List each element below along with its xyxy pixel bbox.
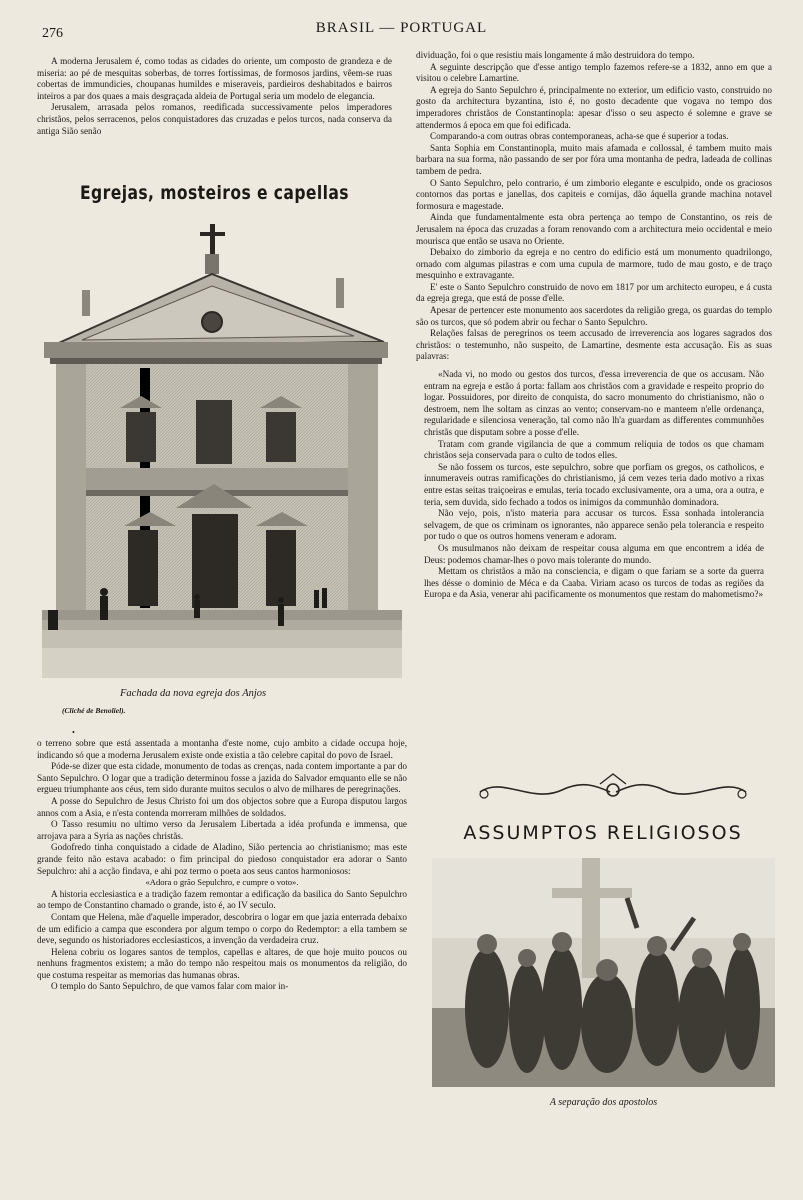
decorative-flourish <box>472 772 754 810</box>
paragraph: Debaixo do zimborio da egreja e no centro do edificio está um monumento quadrilongo, ornado com algumas pilastras e com uma cupula de marmore, tudo de mau gosto, e de traço mesquinho e extravagante. <box>416 247 772 281</box>
right-column <box>416 50 772 601</box>
paragraph: O Santo Sepulchro, pelo contrario, é um zimborio elegante e esculpido, onde os graciosos contornos das portas e janellas, dos capiteis e cornijas, dão áquella grande machina notavel formosura e magestade. <box>416 177 772 211</box>
lamartine-quote: «Nada vi, no modo ou gestos dos turcos, d'essa irreverencia de que os accusam. Não entram na egreja e estão á porta: fallam aos christãos com a gravidade e respeito proprio do logar. Possuidores, por direito de conquista, do sacro monumento do christianismo, não o destroem, nem lhe soltam as cinzas ao vento; conservam-no e manteem n'elle ordenança, regularidade e silenciosa veneração, tal como não lh'a guardam as differentes communhões christãs que disputam sobre a posse d'elle. <box>424 369 764 437</box>
left-column-top <box>37 56 392 137</box>
lamartine-quote: Tratam com grande vigilancia de que a commum reliquia de todos os que chamam christãos seja conservada para o culto de todos elles. <box>424 438 764 461</box>
section-title-assumptos: ASSUMPTOS RELIGIOSOS <box>463 822 743 844</box>
verse-quote: «Adora o grão Sepulchro, e cumpre o voto». <box>145 877 299 888</box>
figure-caption-apostles: A separação dos apostolos <box>549 1097 658 1108</box>
paragraph: O templo do Santo Sepulchro, de que vamos falar com maior in- <box>51 981 289 992</box>
paragraph: A posse do Sepulchro de Jesus Christo foi um dos objectos sobre que a Europa disputou largos annos com a Asia, e n'esta contenda morreram milhões de soldados. <box>37 795 407 818</box>
paragraph: Jerusalem, arrasada pelos romanos, reedificada successivamente pelos imperadores christãos, pelos serracenos, pelos conquistadores das cruzadas e pelos turcos, nada conserva da antiga Sião senão <box>37 102 392 136</box>
paragraph: Godofredo tinha conquistado a cidade de Aladino, Sião pertencia ao christianismo; mas este grande feito não estava acabado: o fim principal do piedoso conquistador era adorar o Santo Sepulchro: ahi a acção findava, e ahi poz termo o poeta aos seus cantos harmoniosos: <box>37 842 407 876</box>
photo-credit: (Cliché de Benoliel). <box>62 706 126 715</box>
paragraph: Relações falsas de peregrinos os teem accusado de irreverencia aos logares sagrados dos christãos: o testemunho, não suspeito, de Lamartine, desmente esta accusação. Eis as suas palavras: <box>416 328 772 362</box>
left-column-bottom <box>37 738 407 993</box>
apostles-painting <box>432 858 775 1087</box>
lamartine-quote: Não vejo, pois, n'isto materia para accusar os turcos. Essa sonhada intolerancia selvagem, de que os criminam os ignorantes, não apparece senão pela tolerancia e respeito por tudo o que os outros homens veneram e adoram. <box>424 508 764 542</box>
paragraph: Ainda que fundamentalmente esta obra pertença ao tempo de Constantino, os reis de Jerusalem na época das cruzadas a foram renovando com a architectura meio occidental e meio mourisca que então se usava no Oriente. <box>416 212 772 246</box>
paragraph: dividuação, foi o que resistiu mais longamente á mão destruidora do tempo. <box>416 50 695 60</box>
figure-caption-church: Fachada da nova egreja dos Anjos <box>120 688 267 699</box>
paragraph: Helena cobriu os logares santos de templos, capellas e altares, de que hoje muito poucos ou nenhuns fragmentos existem; a mão do tempo não respeitou mais os monumentos da religião, do que costuma respeitar as memorias das humanas obras. <box>37 946 407 980</box>
paragraph: Santa Sophia em Constantinopla, muito mais afamada e collossal, é tambem muito mais barbara na sua forma, não passando de ser por fóra uma montanha de pedra, ladeada de collinas tambem de pedra. <box>416 142 772 176</box>
paragraph: E' este o Santo Sepulchro construido de novo em 1817 por um architecto europeu, e á custa da egreja grega, que está de posse d'elle. <box>416 281 772 304</box>
paragraph: o terreno sobre que está assentada a montanha d'este nome, cujo ambito a cidade occupa hoje, indicando só que a moderna Jerusalem existe onde existia a tão celebre capital do povo de Israel. <box>37 738 407 760</box>
paragraph: Comparando-a com outras obras contemporaneas, acha-se que é superior a todas. <box>430 131 729 142</box>
paragraph: A egreja do Santo Sepulchro é, principalmente no exterior, um edificio vasto, construido no gosto da architectura byzantina, isto é, no gosto decadente que vogava no tempo dos imperadores christãos de Constantinopla: apesar d'isso o seu aspecto é solemne e grave se attendermos á epoca em que foi edificada. <box>416 84 772 130</box>
running-head: BRASIL — PORTUGAL <box>315 20 488 36</box>
paragraph: O Tasso resumiu no ultimo verso da Jerusalem Libertada a idéa profunda e immensa, que arrojava para a Syria as nações christãs. <box>37 819 407 841</box>
bullet-mark: • <box>72 728 75 737</box>
page-number: 276 <box>42 26 63 41</box>
paragraph: A moderna Jerusalem é, como todas as cidades do oriente, um composto de grandeza e de miseria: ao pé de mesquitas soberbas, de torres fortissimas, de formosos jardins, vêem-se ruas cobertas de immundicies, choupanas humildes e miseraveis, pardieiros deshabitados e bairros inteiros a par dos quaes a mais desgraçada aldeia de Portugal seria um modelo de elegancia. <box>37 56 392 101</box>
paragraph: Póde-se dizer que esta cidade, monumento de todas as crenças, nada contem importante a par do Santo Sepulchro. O logar que a tradição determinou fosse a jazida do Salvador emquanto elle se não ergueu triumphante aos céus, tem sido durante muitos seculos o alvo de milhares de peregrinações. <box>37 761 407 795</box>
section-title-egrejas: Egrejas, mosteiros e capellas <box>80 182 349 204</box>
lamartine-quote: Os musulmanos não deixam de respeitar cousa alguma em que encontrem a idéa de Deus: podemos chamar-lhes o povo mais tolerante do mundo. <box>424 542 764 565</box>
paragraph: A seguinte descripção que d'esse antigo templo fazemos refere-se a 1832, anno em que a visitou o celebre Lamartine. <box>416 61 772 84</box>
lamartine-quote: Mettam os christãos a mão na consciencia, e digam o que fariam se a sorte da guerra lhes désse o dominio de Méca e da Caaba. Viriam acaso os turcos de todas as regiões da Europa e da Asia, venerar ahi pacificamente os monumentos que restam do mahometismo?» <box>424 566 764 600</box>
paragraph: A historia ecclesiastica e a tradição fazem remontar a edificação da basilica do Santo Sepulchro ao tempo de Constantino chamado o grande, isto é, ao IV seculo. <box>37 888 407 911</box>
church-facade-illustration <box>42 218 402 678</box>
paragraph: Apesar de pertencer este monumento aos sacerdotes da religião grega, os guardas do templo são os turcos, que só podem abrir ou fechar o Santo Sepulchro. <box>416 305 772 327</box>
paragraph: Contam que Helena, mãe d'aquelle imperador, descobrira o logar em que jazia enterrada debaixo de um edificio a campa que escondera por algum tempo o corpo do Redemptor: a ella tambem se deve, segundo os historiadores ecclesiasticos, a invenção da verdadeira cruz. <box>37 911 407 946</box>
lamartine-quote: Se não fossem os turcos, este sepulchro, sobre que porfiam os gregos, os catholicos, e innumeraveis outras ramificações do christianismo, já cem vezes teria dado motivo a rixas entre estas seitas traiçoeiras e emulas, teria tocado exclusivamente, ora a uma, ora a outra, e teria, sem duvida, sido fechado a todos os inimigos da communhão dominadora. <box>424 461 764 507</box>
